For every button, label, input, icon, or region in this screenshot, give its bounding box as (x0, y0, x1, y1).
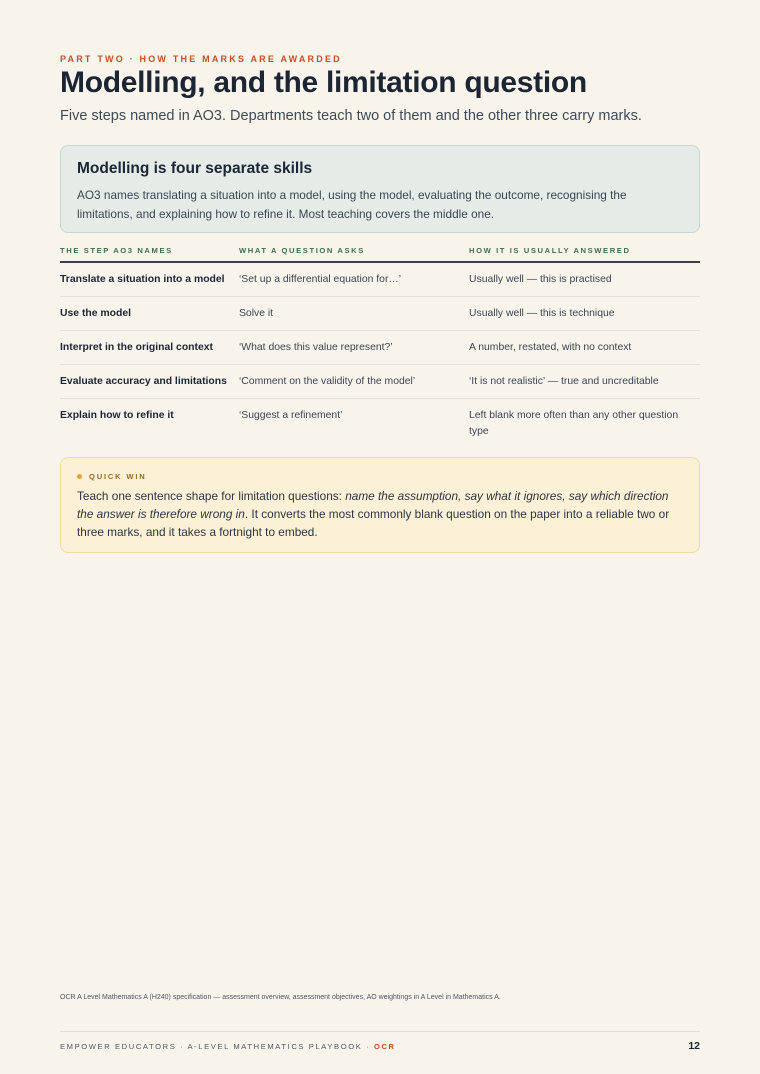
cell-answer: Usually well — this is technique (469, 308, 615, 319)
cell-question: ‘Comment on the validity of the model’ (239, 376, 416, 387)
source-note: OCR A Level Mathematics A (H240) specification — assessment overview, assessment objectives, AO weightings in A Level in Mathematics A. (60, 994, 501, 1001)
skills-callout (60, 145, 700, 233)
cell-step: Interpret in the original context (60, 342, 213, 353)
table-row (60, 365, 700, 399)
cell-question: ‘What does this value represent?’ (239, 342, 393, 353)
cell-answer: ‘It is not realistic’ — true and uncreditable (469, 376, 659, 387)
page (60, 0, 700, 1074)
cell-step: Translate a situation into a model (60, 274, 225, 285)
callout-body: AO3 names translating a situation into a model, using the model, evaluating the outcome, recognising the limitations, and explaining how to refine it. Most teaching covers the middle one. (77, 188, 627, 221)
column-header-step: THE STEP AO3 NAMES (60, 246, 173, 255)
table-row (60, 399, 700, 449)
cell-step: Use the model (60, 308, 132, 319)
table-row (60, 263, 700, 297)
cell-question: ‘Set up a differential equation for…’ (239, 274, 402, 285)
footer-brand: OCR (373, 1041, 396, 1051)
cell-step: Explain how to refine it (60, 410, 174, 421)
cell-answer: A number, restated, with no context (469, 342, 632, 353)
quick-win-tail: . It converts the most commonly blank question on the paper into a reliable two or three marks, and it takes a fortnight to embed. (77, 507, 670, 539)
page-number: 12 (688, 1040, 700, 1052)
quick-win-emphasis: name the assumption, say what it ignores, say which direction the answer is therefore wrong in (77, 489, 669, 521)
cell-step: Evaluate accuracy and limitations (60, 376, 227, 387)
quick-win-label (77, 472, 683, 481)
page-subtitle: Five steps named in AO3. Departments teach two of them and the other three carry marks. (60, 108, 642, 124)
footer-divider (60, 1031, 700, 1032)
callout-title: Modelling is four separate skills (77, 160, 313, 177)
footer (60, 1040, 700, 1052)
table-row (60, 297, 700, 331)
cell-answer: Usually well — this is practised (469, 274, 612, 285)
table-row (60, 331, 700, 365)
quick-win-body (77, 487, 683, 541)
table-header (60, 246, 700, 263)
ao3-steps-table (60, 246, 700, 449)
cell-question: ‘Suggest a refinement’ (239, 410, 343, 421)
cell-question: Solve it (239, 308, 274, 319)
column-header-question: WHAT A QUESTION ASKS (239, 246, 365, 255)
cell-answer: Left blank more often than any other question type (469, 410, 679, 437)
footer-text (60, 1042, 396, 1051)
quick-win-callout (60, 457, 700, 553)
bullet-dot-icon (77, 474, 82, 479)
quick-win-label-text: QUICK WIN (89, 472, 147, 481)
footer-publication: EMPOWER EDUCATORS · A-LEVEL MATHEMATICS PLAYBOOK · (60, 1041, 374, 1051)
page-title: Modelling, and the limitation question (60, 66, 587, 99)
column-header-answer: HOW IT IS USUALLY ANSWERED (469, 246, 631, 255)
quick-win-lead: Teach one sentence shape for limitation questions: (77, 489, 346, 503)
section-eyebrow: PART TWO · HOW THE MARKS ARE AWARDED (60, 54, 342, 64)
